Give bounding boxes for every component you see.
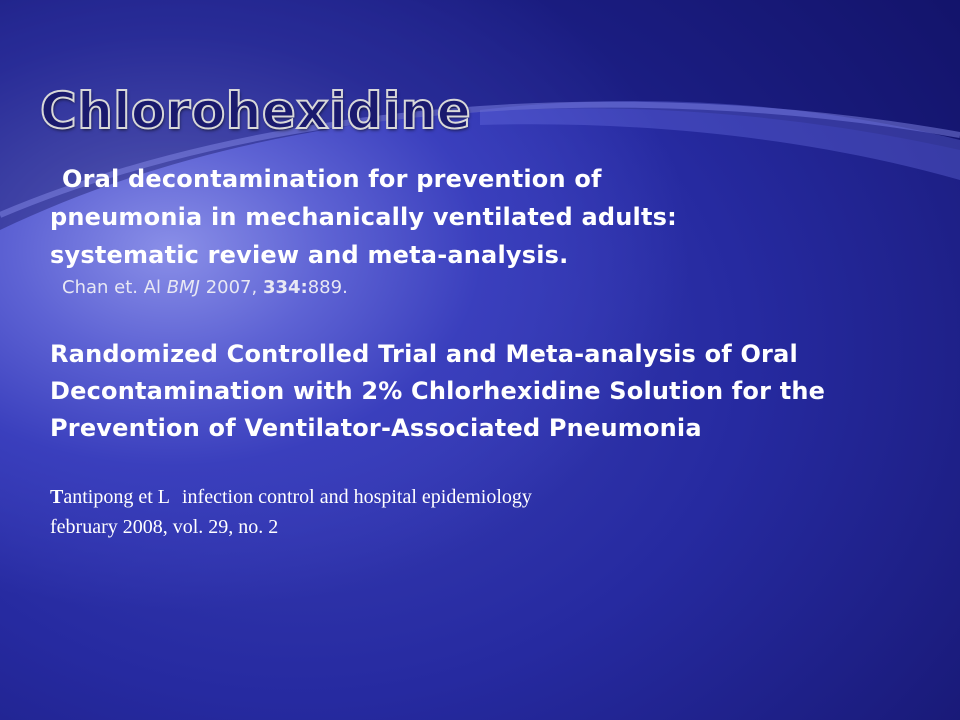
reference-2-author-initial: T — [50, 486, 64, 508]
reference-2-citation — [50, 482, 532, 542]
reference-2-journal: infection control and hospital epidemiology — [181, 486, 532, 508]
reference-1-title-line: pneumonia in mechanically ventilated adults: — [50, 203, 677, 231]
reference-1-volume: 334: — [262, 277, 308, 298]
reference-1-year: 2007, — [205, 277, 258, 298]
reference-2-title-line: Decontamination with 2% Chlorhexidine Solution for the — [50, 377, 826, 405]
reference-2-title — [50, 336, 920, 447]
reference-1-pages: 889. — [307, 277, 348, 298]
slide-title: Chlorohexidine — [40, 82, 472, 140]
reference-1-journal: BMJ — [166, 277, 200, 298]
reference-1-title-line: systematic review and meta-analysis. — [50, 241, 569, 269]
reference-2-issue: february 2008, vol. 29, no. 2 — [50, 516, 279, 538]
reference-1-authors: Chan et. Al — [62, 277, 162, 298]
reference-2-author: antipong et L — [63, 486, 170, 508]
reference-2-title-line: Randomized Controlled Trial and Meta-analysis of Oral — [50, 340, 798, 368]
reference-1-citation — [62, 277, 348, 298]
reference-1-title-line: Oral decontamination for prevention of — [62, 165, 602, 193]
reference-1-title — [50, 160, 770, 274]
reference-2-title-line: Prevention of Ventilator-Associated Pneumonia — [50, 414, 702, 442]
